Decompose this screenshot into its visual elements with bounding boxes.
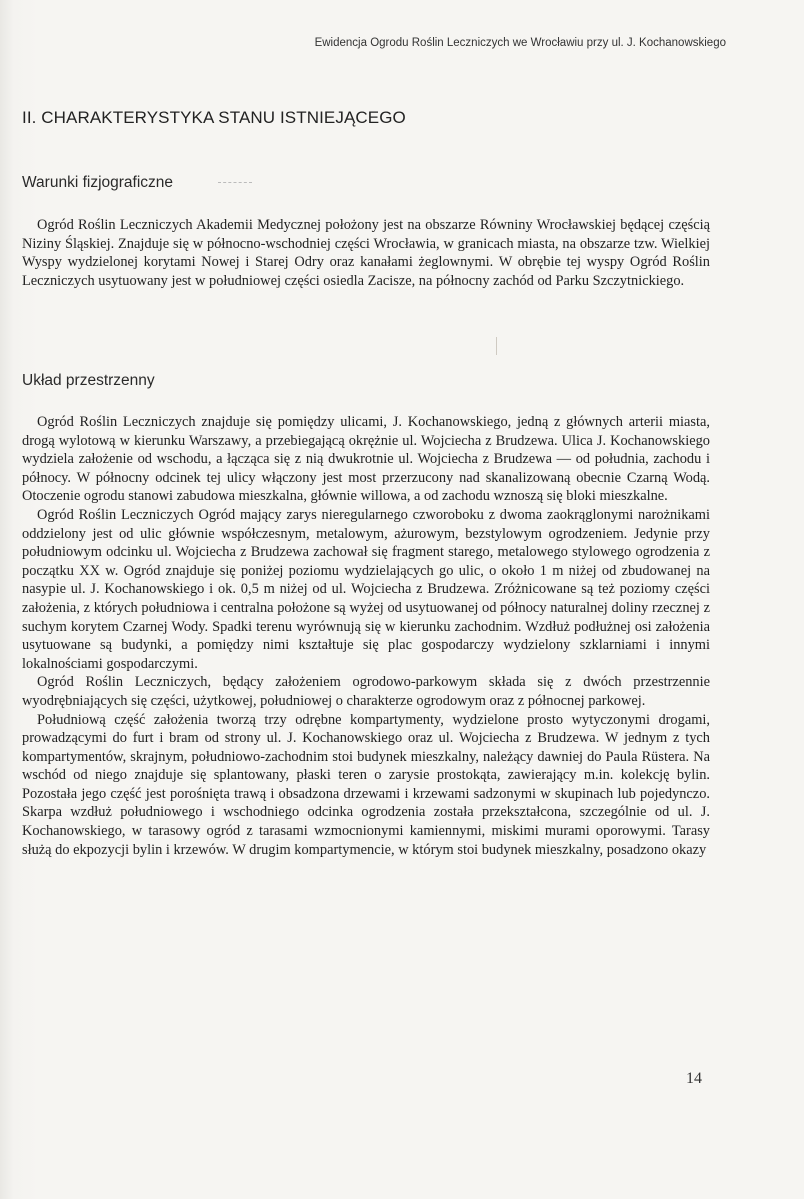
subsection-heading-physiography: Warunki fizjograficzne [22,174,174,191]
scan-mark [496,337,497,355]
subsection-body-physiography [22,216,710,290]
page-number: 14 [686,1070,702,1087]
paragraph: Ogród Roślin Leczniczych znajduje się pomiędzy ulicami, J. Kochanowskiego, jedną z głównych arterii miasta, drogą wylotową w kierunku Warszawy, a przebiegającą okrężnie ul. Wojciecha z Brudzewa. Ulica J. Kochanowskiego wydziela założenie od wschodu, a łącząca się z nią dwukrotnie ul. Wojciecha z Brudzewa — od południa, zachodu i północy. W północny odcinek tej ulicy włączony jest most przerzucony nad skanalizowaną obecnie Czarną Wodą. Otoczenie ogrodu stanowi zabudowa mieszkalna, głównie willowa, a od zachodu wznoszą się bloki mieszkalne. [22,414,710,505]
subsection-body-spatial-layout [22,413,710,859]
paragraph: Ogród Roślin Leczniczych, będący założeniem ogrodowo-parkowym składa się z dwóch przestrzennie wyodrębniających się części, użytkowej, południowej o charakterze ogrodowym oraz z północnej parkowej. [22,674,710,709]
subsection-heading-spatial-layout: Układ przestrzenny [22,372,155,389]
decorative-rule [218,182,252,183]
paragraph: Ogród Roślin Leczniczych Ogród mający zarys nieregularnego czworoboku z dwoma zaokrąglonymi narożnikami oddzielony jest od ulic głównie współczesnym, metalowym, ażurowym, bezstylowym ogrodzeniem. Jedynie przy południowym odcinku ul. Wojciecha z Brudzewa zachował się fragment starego, metalowego stylowego ogrodzenia z początku XX w. Ogród znajduje się poniżej poziomu wydzielających go ulic, o około 1 m niżej od zbudowanej na nasypie ul. J. Kochanowskiego i ok. 0,5 m niżej od ul. Wojciecha z Brudzewa. Zróżnicowane są też poziomy części założenia, z których południowa i centralna położone są wyżej od usytuowanej od północy naturalnej doliny rzecznej z suchym korytem Czarnej Wody. Spadki terenu wyrównują się w kierunku zachodnim. Wzdłuż podłużnej osi założenia usytuowane są budynki, a pomiędzy nimi kształtuje się plac gospodarczy wydzielony szklarniami i innymi lokalnościami gospodarczymi. [22,506,710,672]
section-title: II. CHARAKTERYSTYKA STANU ISTNIEJĄCEGO [22,108,406,127]
paragraph: Ogród Roślin Leczniczych Akademii Medycznej położony jest na obszarze Równiny Wrocławskiej będącej częścią Niziny Śląskiej. Znajduje się w północno-wschodniej części Wrocławia, w granicach miasta, na obszarze tzw. Wielkiej Wyspy wydzielonej korytami Nowej i Starej Odry oraz kanałami żeglownymi. W obrębie tej wyspy Ogród Roślin Leczniczych usytuowany jest w południowej części osiedla Zacisze, na północny zachód od Parku Szczytnickiego. [22,217,710,289]
paragraph: Południową część założenia tworzą trzy odrębne kompartymenty, wydzielone prosto wytyczonymi drogami, prowadzącymi do furt i bram od strony ul. J. Kochanowskiego oraz ul. Wojciecha z Brudzewa. W jednym z tych kompartymentów, skrajnym, południowo-zachodnim stoi budynek mieszkalny, należący dawniej do Paula Rüstera. Na wschód od niego znajduje się splantowany, płaski teren o zarysie prostokąta, zawierający m.in. kolekcję bylin. Pozostała jego część jest porośnięta trawą i obsadzona drzewami i krzewami sadzonymi w skupinach lub pojedynczo. Skarpa wzdłuż południowego i wschodniego odcinka ogrodzenia została przekształcona, szczególnie od ul. J. Kochanowskiego, w tarasowy ogród z tarasami wzmocnionymi kamiennymi, miskimi murami oporowymi. Tarasy służą do ekpozycji bylin i krzewów. W drugim kompartymencie, w którym stoi budynek mieszkalny, posadzono okazy [22,711,710,858]
running-header: Ewidencja Ogrodu Roślin Leczniczych we Wrocławiu przy ul. J. Kochanowskiego [314,37,726,49]
